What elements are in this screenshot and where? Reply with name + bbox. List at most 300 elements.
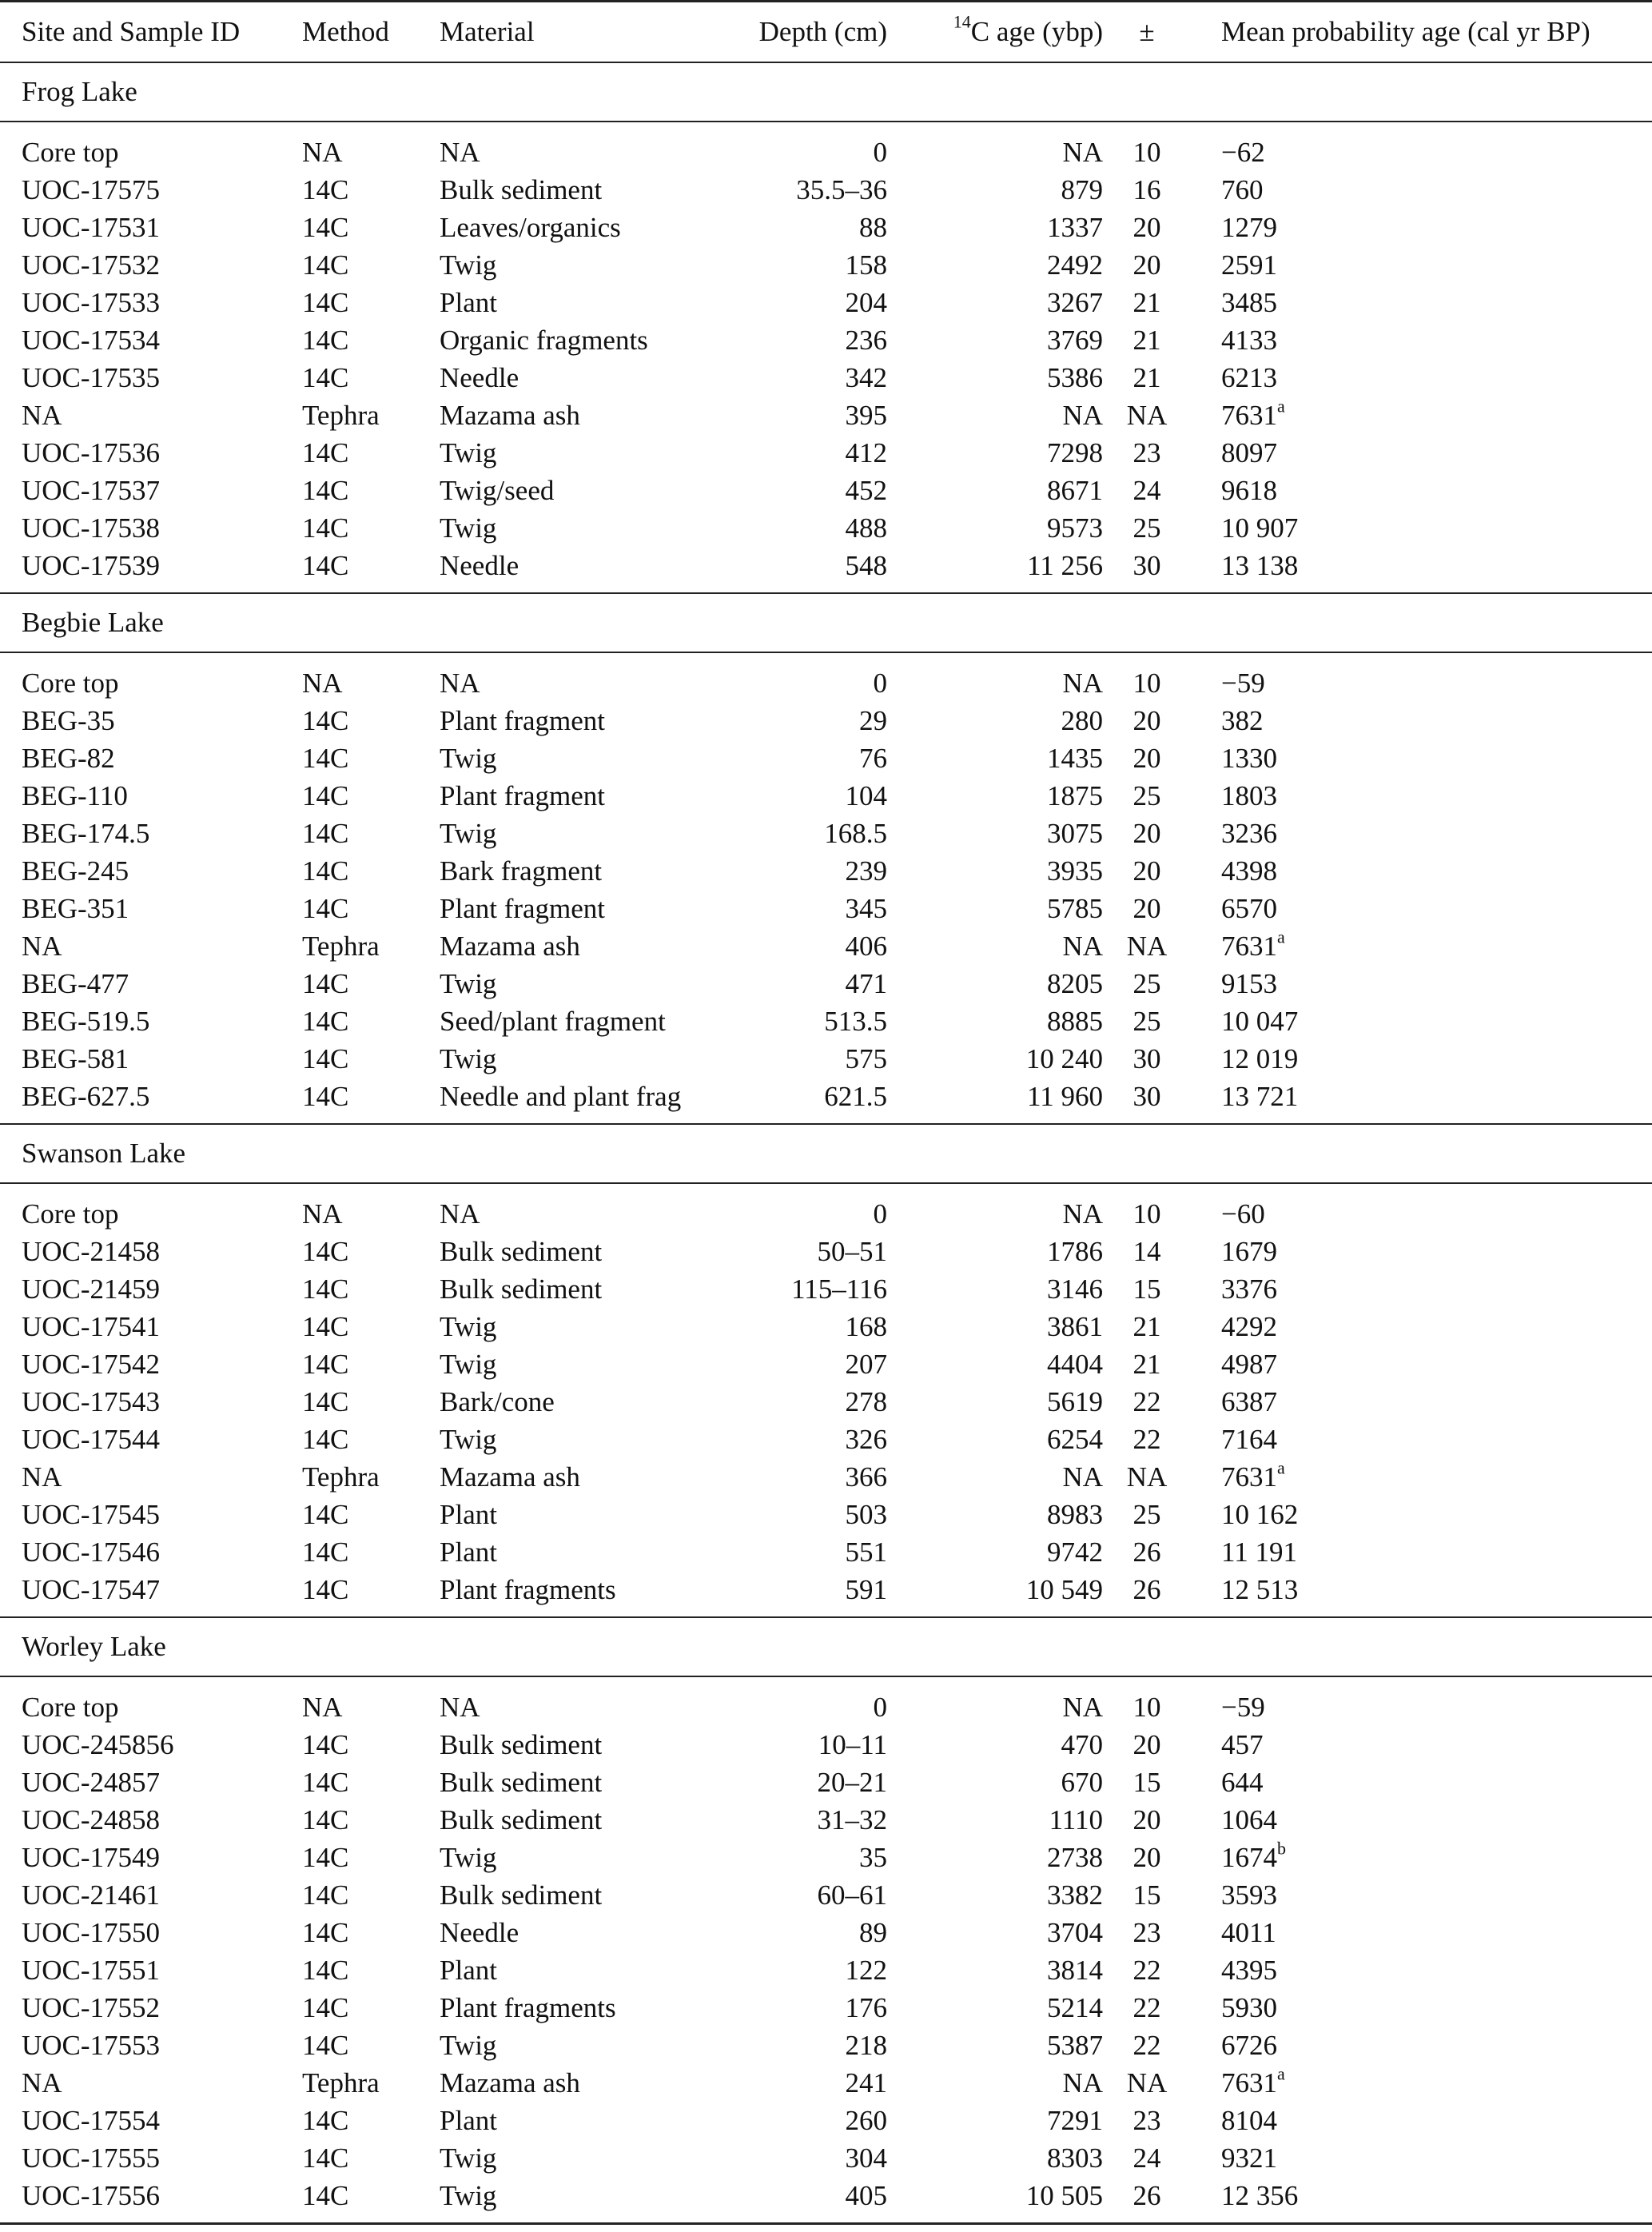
cell-mean-probability-age [1191,2139,1652,2177]
cell-depth: 513.5 [824,1005,887,1037]
cell-material: Plant fragments [440,1991,616,2023]
cell-depth: 503 [845,1498,887,1530]
cell-sample-id: BEG-627.5 [22,1080,150,1112]
table-row [0,359,1652,397]
cal-age-value: 4987 [1221,1348,1277,1380]
cell-plus-minus: 16 [1133,173,1161,205]
cell-c14-age: 7291 [1047,2104,1103,2136]
cell-method: 14C [302,1385,349,1417]
cell-sample-id: UOC-17551 [22,1954,161,1986]
cell-plus-minus: 21 [1133,286,1161,318]
cell-mean-probability-age [1191,1764,1652,1801]
section-frog-lake [0,62,1652,593]
cell-depth: 548 [845,549,887,581]
cell-c14-age: 6254 [1047,1423,1103,1455]
cell-plus-minus: 15 [1133,1273,1161,1305]
cell-sample-id: UOC-17553 [22,2029,161,2061]
table-row [0,1040,1652,1078]
cell-material: Bulk sediment [440,173,603,205]
cell-c14-age: 8205 [1047,967,1103,999]
cell-depth: 88 [859,211,887,243]
cell-sample-id: UOC-17552 [22,1991,161,2023]
cal-age-value: 12 356 [1221,2179,1299,2211]
cell-mean-probability-age [1191,702,1652,739]
cell-method: 14C [302,1991,349,2023]
cell-c14-age: 10 505 [887,2177,1103,2224]
cell-material: Plant fragment [440,779,606,811]
cell-c14-age: 11 256 [1027,549,1103,581]
cell-method: 14C [302,1728,349,1760]
cell-plus-minus: 26 [1133,1536,1161,1568]
cell-mean-probability-age [1191,1839,1652,1876]
header-mean-probability-age: Mean probability age (cal yr BP) [1191,2,1652,62]
cal-age-value: −59 [1221,667,1265,699]
cell-plus-minus: 14 [1133,1235,1161,1267]
cal-age-value: −60 [1221,1198,1265,1230]
cell-sample-id: Core top [22,1198,119,1230]
cell-mean-probability-age [1191,1421,1652,1458]
footnote-marker: a [1277,396,1285,417]
cell-c14-age: 1786 [1047,1235,1103,1267]
cell-c14-age: 11 960 [1027,1080,1103,1112]
cell-plus-minus: 20 [1133,1728,1161,1760]
cell-mean-probability-age [1191,1676,1652,1726]
cell-mean-probability-age [1191,1458,1652,1496]
table-row [0,246,1652,284]
cell-depth: 0 [873,136,887,168]
cell-sample-id: UOC-17546 [22,1536,161,1568]
header-depth: Depth (cm) [727,2,887,62]
cell-plus-minus: 30 [1133,1042,1161,1074]
cal-age-value: 12 019 [1221,1042,1299,1074]
cell-depth: 76 [859,742,887,774]
cell-c14-age: 9742 [1047,1536,1103,1568]
cal-age-value: 382 [1221,704,1264,736]
cell-sample-id: UOC-17541 [22,1310,161,1342]
cell-plus-minus: 10 [1133,136,1161,168]
cell-plus-minus: 23 [1133,2104,1161,2136]
cell-c14-age: NA [1062,667,1103,699]
cell-material: Leaves/organics [440,211,621,243]
cell-depth: 158 [845,249,887,281]
cell-sample-id: UOC-17556 [0,2177,302,2224]
cell-method: Tephra [302,930,380,962]
cell-sample-id: BEG-82 [22,742,115,774]
table-row [0,122,1652,171]
cell-sample-id: UOC-17555 [22,2142,161,2174]
cell-method: Tephra [302,399,380,431]
cell-c14-age: 1337 [1047,211,1103,243]
cal-age-value: 11 191 [1221,1536,1297,1568]
cell-c14-age: 670 [1061,1766,1103,1798]
cell-plus-minus: 30 [1133,549,1161,581]
cell-material: Seed/plant fragment [440,1005,666,1037]
cell-material: Needle [440,361,519,393]
cell-depth: 60–61 [817,1879,887,1911]
cell-sample-id: Core top [22,1691,119,1723]
cell-plus-minus: 20 [1133,1841,1161,1873]
cell-plus-minus: NA [1126,1461,1168,1493]
table-row [0,2102,1652,2139]
cell-plus-minus: 22 [1133,1991,1161,2023]
cell-mean-probability-age [1191,434,1652,472]
cell-material: Plant [440,2104,497,2136]
cell-mean-probability-age [1191,209,1652,246]
table-header [0,2,1652,62]
table-row [0,321,1652,359]
cell-material: Bulk sediment [440,1273,603,1305]
cell-sample-id: UOC-21458 [22,1235,161,1267]
cell-material: Bulk sediment [440,1235,603,1267]
table-row [0,1764,1652,1801]
cell-depth: 29 [859,704,887,736]
table-row [0,1458,1652,1496]
table-row [0,852,1652,890]
cell-sample-id: UOC-17532 [22,249,161,281]
cell-material: NA [440,1691,480,1723]
cell-method: 14C [302,2142,349,2174]
cell-method: 14C [302,1573,349,1605]
cell-depth: 471 [845,967,887,999]
cell-mean-probability-age [1191,965,1652,1002]
cell-plus-minus: 26 [1133,1573,1161,1605]
cell-method: NA [302,136,343,168]
cell-c14-age: 5619 [1047,1385,1103,1417]
cell-method: 14C [302,1766,349,1798]
cell-sample-id: UOC-17550 [22,1916,161,1948]
cell-c14-age: 3267 [1047,286,1103,318]
cell-mean-probability-age [1191,1183,1652,1233]
cell-method: 14C [302,1235,349,1267]
cell-mean-probability-age [1191,1571,1652,1617]
cell-mean-probability-age [1191,1040,1652,1078]
footnote-marker: b [1277,1838,1286,1859]
table-row [0,1839,1652,1876]
cell-material: Plant [440,1536,497,1568]
cell-plus-minus: 10 [1133,1198,1161,1230]
cell-material: Mazama ash [440,930,580,962]
cell-mean-probability-age [1191,927,1652,965]
cell-depth: 366 [845,1461,887,1493]
table-row [0,702,1652,739]
cell-c14-age: NA [1062,399,1103,431]
cell-material: Twig [440,512,497,544]
cell-mean-probability-age [1191,1345,1652,1383]
cell-depth: 591 [845,1573,887,1605]
cell-c14-age: NA [1062,1198,1103,1230]
table-row [0,777,1652,815]
section-header-row [0,62,1652,122]
cal-age-value: 760 [1221,173,1264,205]
cell-mean-probability-age [1191,2177,1652,2224]
cell-depth: 0 [873,1691,887,1723]
cell-method: 14C [302,855,349,887]
table-row [0,1876,1652,1914]
cell-mean-probability-age [1191,246,1652,284]
cell-plus-minus: 20 [1133,742,1161,774]
cell-sample-id: Core top [22,136,119,168]
cell-sample-id: BEG-245 [22,855,129,887]
cell-c14-age: 2492 [1047,249,1103,281]
cell-c14-age: 5386 [1047,361,1103,393]
cell-sample-id: UOC-17547 [22,1573,161,1605]
cell-depth: 35.5–36 [796,173,887,205]
cell-plus-minus: 20 [1133,211,1161,243]
header-plus-minus: ± [1103,2,1191,62]
cell-method: NA [302,1691,343,1723]
cell-depth: 345 [845,892,887,924]
cell-material: Bulk sediment [440,1804,603,1835]
section-title: Frog Lake [0,62,1652,122]
cell-plus-minus: 21 [1133,1348,1161,1380]
cell-method: 14C [302,436,349,468]
section-header-row [0,1124,1652,1183]
cell-depth: 236 [845,324,887,356]
table-row [0,284,1652,321]
cell-depth: 31–32 [817,1804,887,1835]
cell-plus-minus: 15 [1133,1766,1161,1798]
cell-c14-age: 5387 [1047,2029,1103,2061]
cell-plus-minus: 22 [1133,2029,1161,2061]
cell-c14-age: 3935 [1047,855,1103,887]
cell-c14-age: 3382 [1047,1879,1103,1911]
cal-age-value: 5930 [1221,1991,1277,2023]
cell-mean-probability-age [1191,652,1652,702]
cell-sample-id: UOC-24858 [22,1804,161,1835]
cell-plus-minus: 21 [1133,1310,1161,1342]
table-row [0,1951,1652,1989]
cell-plus-minus: 22 [1133,1423,1161,1455]
cell-c14-age: 280 [1061,704,1103,736]
cal-age-value: 7631 [1221,1461,1277,1493]
section-begbie-lake [0,593,1652,1124]
cell-mean-probability-age [1191,359,1652,397]
table-row [0,1002,1652,1040]
cell-depth: 0 [873,667,887,699]
cell-depth: 304 [845,2142,887,2174]
cell-depth: 551 [845,1536,887,1568]
cal-age-value: −62 [1221,136,1265,168]
section-worley-lake [0,1617,1652,2224]
cal-age-value: 3485 [1221,286,1277,318]
cell-method: 14C [302,361,349,393]
cal-age-value: 6213 [1221,361,1277,393]
table-row [0,1383,1652,1421]
cell-mean-probability-age [1191,1002,1652,1040]
cell-material: Twig [440,249,497,281]
table-row [0,965,1652,1002]
cell-mean-probability-age [1191,815,1652,852]
cal-age-value: 9618 [1221,474,1277,506]
cell-plus-minus: 23 [1133,436,1161,468]
cal-age-value: 7631 [1221,2067,1277,2098]
cell-material: NA [440,136,480,168]
table-row [0,890,1652,927]
cell-c14-age: NA [1062,2067,1103,2098]
cell-mean-probability-age [1191,1726,1652,1764]
cell-method: 14C [302,2029,349,2061]
cell-c14-age: 2738 [1047,1841,1103,1873]
cell-method: 14C [302,1536,349,1568]
cell-mean-probability-age [1191,397,1652,434]
cal-age-value: 4292 [1221,1310,1277,1342]
cell-plus-minus: 25 [1133,1005,1161,1037]
cell-sample-id: UOC-24857 [22,1766,161,1798]
cell-plus-minus: 25 [1133,512,1161,544]
table-row [0,1183,1652,1233]
cal-age-value: 10 907 [1221,512,1299,544]
cell-depth: 406 [845,930,887,962]
cell-sample-id: UOC-17533 [22,286,161,318]
table-row [0,397,1652,434]
table-row [0,1496,1652,1533]
table-row [0,1078,1652,1124]
cell-c14-age: NA [1062,930,1103,962]
section-swanson-lake [0,1124,1652,1617]
header-c14-age [887,2,1103,62]
cell-method: Tephra [302,2067,380,2098]
cell-depth: 326 [845,1423,887,1455]
table-row [0,1914,1652,1951]
cell-sample-id: BEG-35 [22,704,115,736]
cell-sample-id: BEG-477 [22,967,129,999]
table-row [0,927,1652,965]
cell-plus-minus: 20 [1133,249,1161,281]
table-row [0,547,1652,593]
cell-material: Needle [440,549,519,581]
cell-sample-id: UOC-21459 [22,1273,161,1305]
cell-material: Twig [440,2177,727,2224]
cell-c14-age: NA [1062,136,1103,168]
cell-sample-id: UOC-17575 [22,173,161,205]
cell-method: 14C [302,1080,349,1112]
cell-mean-probability-age [1191,1496,1652,1533]
cell-mean-probability-age [1191,171,1652,209]
table-row [0,1676,1652,1726]
footnote-marker: a [1277,2063,1285,2084]
cell-mean-probability-age [1191,1801,1652,1839]
section-header-row [0,593,1652,652]
table-row [0,509,1652,547]
cal-age-value: 7631 [1221,930,1277,962]
cell-method: 14C [302,211,349,243]
cal-age-value: 6387 [1221,1385,1277,1417]
cell-plus-minus: 25 [1133,967,1161,999]
cell-material: Plant fragments [440,1573,616,1605]
table-row [0,209,1652,246]
cell-sample-id: UOC-17545 [22,1498,161,1530]
cell-method: Tephra [302,1461,380,1493]
table-row [0,1421,1652,1458]
cell-mean-probability-age [1191,122,1652,171]
cell-material: Mazama ash [440,1461,580,1493]
cell-mean-probability-age [1191,1533,1652,1571]
cell-mean-probability-age [1191,1233,1652,1270]
cell-c14-age: 3769 [1047,324,1103,356]
cell-c14-age: 4404 [1047,1348,1103,1380]
cell-depth: 50–51 [817,1235,887,1267]
cell-plus-minus: 20 [1133,817,1161,849]
cell-sample-id: UOC-17535 [22,361,161,393]
cal-age-value: 4395 [1221,1954,1277,1986]
cell-material: Needle and plant frag [440,1080,682,1112]
cell-c14-age: 3075 [1047,817,1103,849]
cell-material: Twig [440,817,497,849]
cell-method: 14C [302,779,349,811]
cell-sample-id: BEG-581 [22,1042,129,1074]
table-row [0,815,1652,852]
cell-sample-id: UOC-17534 [22,324,161,356]
cal-age-value: 13 138 [1221,549,1299,581]
cell-method: 14C [302,742,349,774]
cell-c14-age: 9573 [1047,512,1103,544]
cell-sample-id: NA [22,1461,62,1493]
cell-material: Twig [440,1042,497,1074]
cal-age-value: 1330 [1221,742,1277,774]
cell-sample-id: UOC-17543 [22,1385,161,1417]
cell-depth: 241 [845,2067,887,2098]
table-row [0,171,1652,209]
cell-depth: 10–11 [818,1728,887,1760]
cell-mean-probability-age [1191,890,1652,927]
cell-method: 14C [302,324,349,356]
cell-c14-age: NA [1062,1691,1103,1723]
cell-material: Plant [440,1498,497,1530]
cell-sample-id: UOC-17542 [22,1348,161,1380]
cell-mean-probability-age [1191,1914,1652,1951]
cell-plus-minus: 20 [1133,1804,1161,1835]
cell-plus-minus: 25 [1133,779,1161,811]
cell-mean-probability-age [1191,321,1652,359]
cell-material: Mazama ash [440,399,580,431]
header-row [0,2,1652,62]
cell-method: 14C [302,1042,349,1074]
cell-material: Twig [440,436,497,468]
cal-age-value: 1803 [1221,779,1277,811]
cell-c14-age: 470 [1061,1728,1103,1760]
cell-mean-probability-age [1191,2027,1652,2064]
cell-sample-id: BEG-174.5 [22,817,150,849]
cal-age-value: 10 162 [1221,1498,1299,1530]
cell-method: 14C [302,286,349,318]
cell-method: 14C [302,1954,349,1986]
cell-method: 14C [302,1423,349,1455]
cell-material: NA [440,667,480,699]
cell-plus-minus: 23 [1133,1916,1161,1948]
header-material: Material [440,2,727,62]
cell-material: Plant fragment [440,704,606,736]
cell-sample-id: UOC-17531 [22,211,161,243]
cell-sample-id: UOC-17539 [22,549,161,581]
table-row [0,1345,1652,1383]
table-row [0,1571,1652,1617]
cell-sample-id: UOC-17537 [22,474,161,506]
cell-plus-minus: 20 [1133,892,1161,924]
cell-material: Twig [440,1423,497,1455]
cell-depth: 115–116 [791,1273,887,1305]
cell-c14-age: 5214 [1047,1991,1103,2023]
cell-material: NA [440,1198,480,1230]
cal-age-value: 13 721 [1221,1080,1299,1112]
cell-depth: 405 [727,2177,887,2224]
cell-method: 14C [302,1498,349,1530]
cell-sample-id: NA [22,2067,62,2098]
cal-age-value: 2591 [1221,249,1277,281]
cell-mean-probability-age [1191,509,1652,547]
cell-method: 14C [302,1310,349,1342]
cal-age-value: 457 [1221,1728,1264,1760]
cal-age-value: 7631 [1221,399,1277,431]
